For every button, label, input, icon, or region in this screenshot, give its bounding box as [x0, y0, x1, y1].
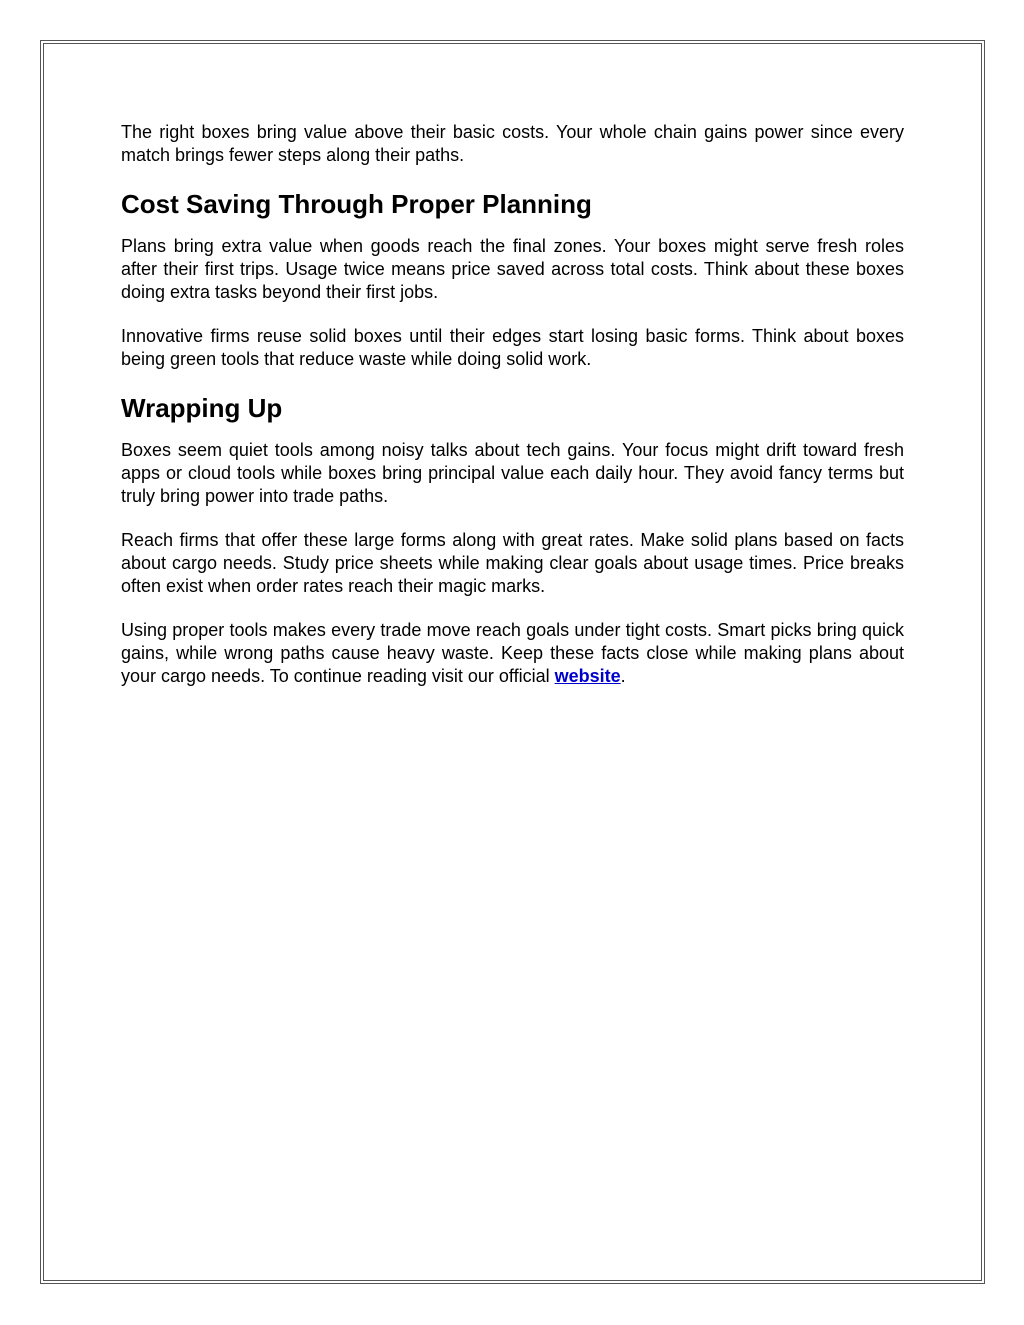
paragraph: Plans bring extra value when goods reach the final zones. Your boxes might serve fresh roles after their first trips. Usage twice means price saved across total costs. Think about these boxes doing extra tasks beyond their first jobs. [121, 236, 904, 302]
intro-paragraph: The right boxes bring value above their basic costs. Your whole chain gains power since every match brings fewer steps along their paths. [121, 122, 904, 165]
final-period: . [620, 666, 626, 686]
section-heading-wrapping-up: Wrapping Up [121, 393, 283, 423]
paragraph: Boxes seem quiet tools among noisy talks about tech gains. Your focus might drift toward fresh apps or cloud tools while boxes bring principal value each daily hour. They avoid fancy terms but truly bring power into trade paths. [121, 440, 904, 506]
website-link[interactable]: website [554, 666, 621, 686]
section-heading-cost-saving: Cost Saving Through Proper Planning [121, 189, 592, 219]
final-paragraph-text: Using proper tools makes every trade move reach goals under tight costs. Smart picks bring quick gains, while wrong paths cause heavy waste. Keep these facts close while making plans about your cargo needs. To continue reading visit our official [121, 620, 904, 686]
paragraph: Reach firms that offer these large forms along with great rates. Make solid plans based on facts about cargo needs. Study price sheets while making clear goals about usage times. Price breaks often exist when order rates reach their magic marks. [121, 530, 904, 596]
final-paragraph [121, 619, 904, 688]
paragraph: Innovative firms reuse solid boxes until their edges start losing basic forms. Think about boxes being green tools that reduce waste while doing solid work. [121, 326, 904, 369]
document-content [121, 121, 904, 709]
